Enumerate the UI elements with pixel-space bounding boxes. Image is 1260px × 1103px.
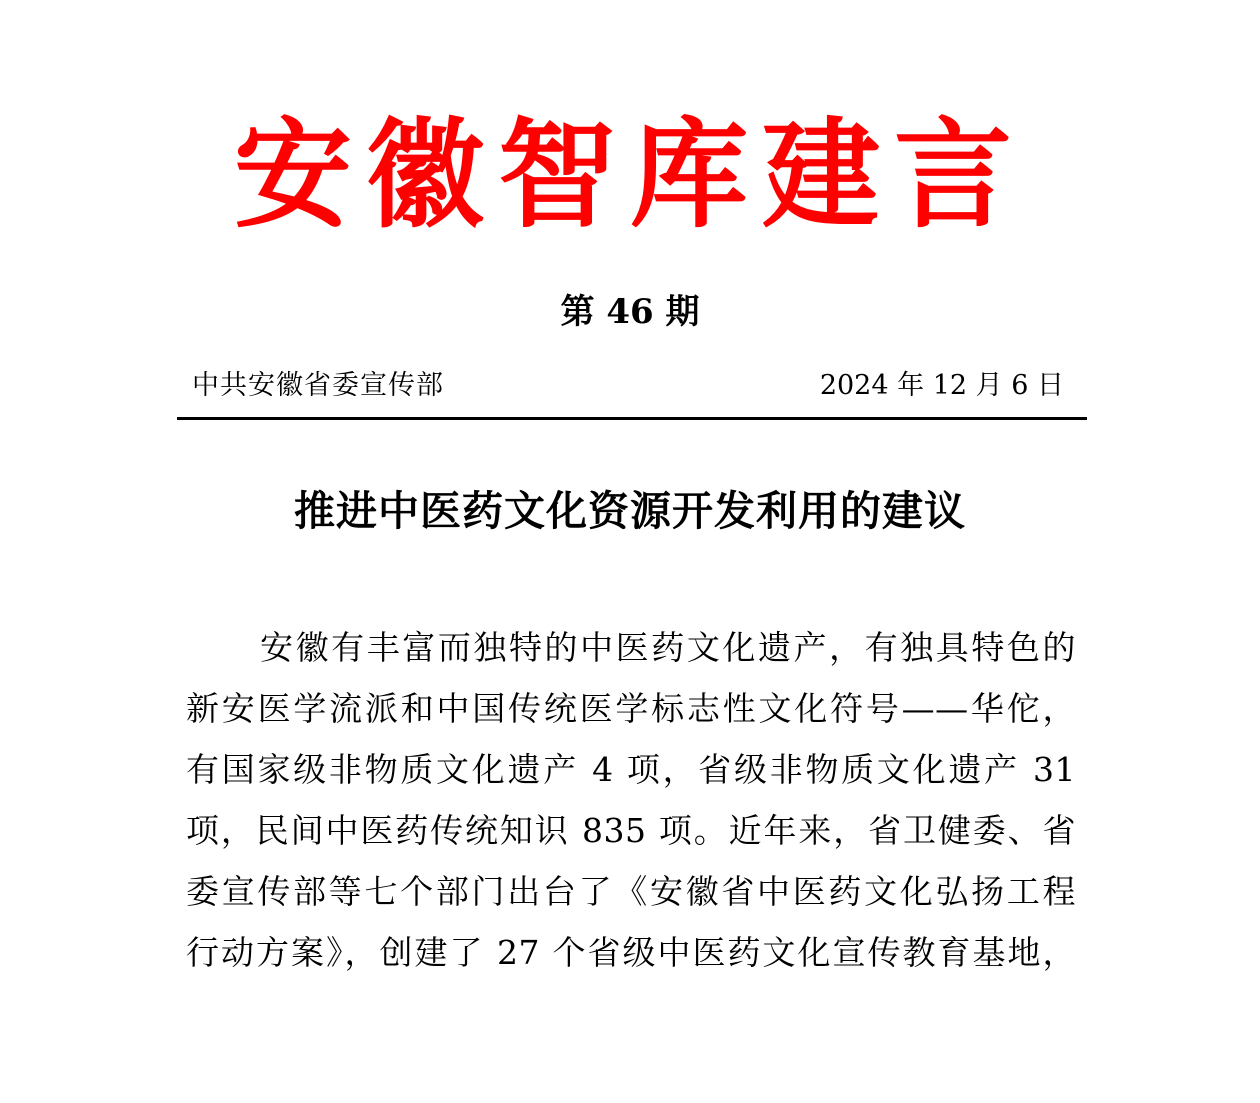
publication-meta <box>178 362 1086 410</box>
header-divider <box>177 417 1087 420</box>
publisher-name: 中共安徽省委宣传部 <box>192 370 444 401</box>
body-line: 新安医学流派和中国传统医学标志性文化符号——华佗， <box>186 689 1076 728</box>
masthead-title: 安徽智库建言 <box>233 105 1026 244</box>
article-body <box>186 617 1076 983</box>
body-line: 委宣传部等七个部门出台了《安徽省中医药文化弘扬工程 <box>186 872 1076 911</box>
body-line: 安徽有丰富而独特的中医药文化遗产，有独具特色的 <box>260 628 1076 667</box>
body-line: 项，民间中医药传统知识 835 项。近年来，省卫健委、省 <box>186 811 1076 850</box>
body-line: 有国家级非物质文化遗产 4 项，省级非物质文化遗产 31 <box>186 750 1076 789</box>
body-line: 行动方案》，创建了 27 个省级中医药文化宣传教育基地， <box>186 933 1076 972</box>
article-title: 推进中医药文化资源开发利用的建议 <box>294 487 966 535</box>
issue-number: 第 46 期 <box>560 292 700 332</box>
publication-date: 2024 年 12 月 6 日 <box>819 370 1064 401</box>
